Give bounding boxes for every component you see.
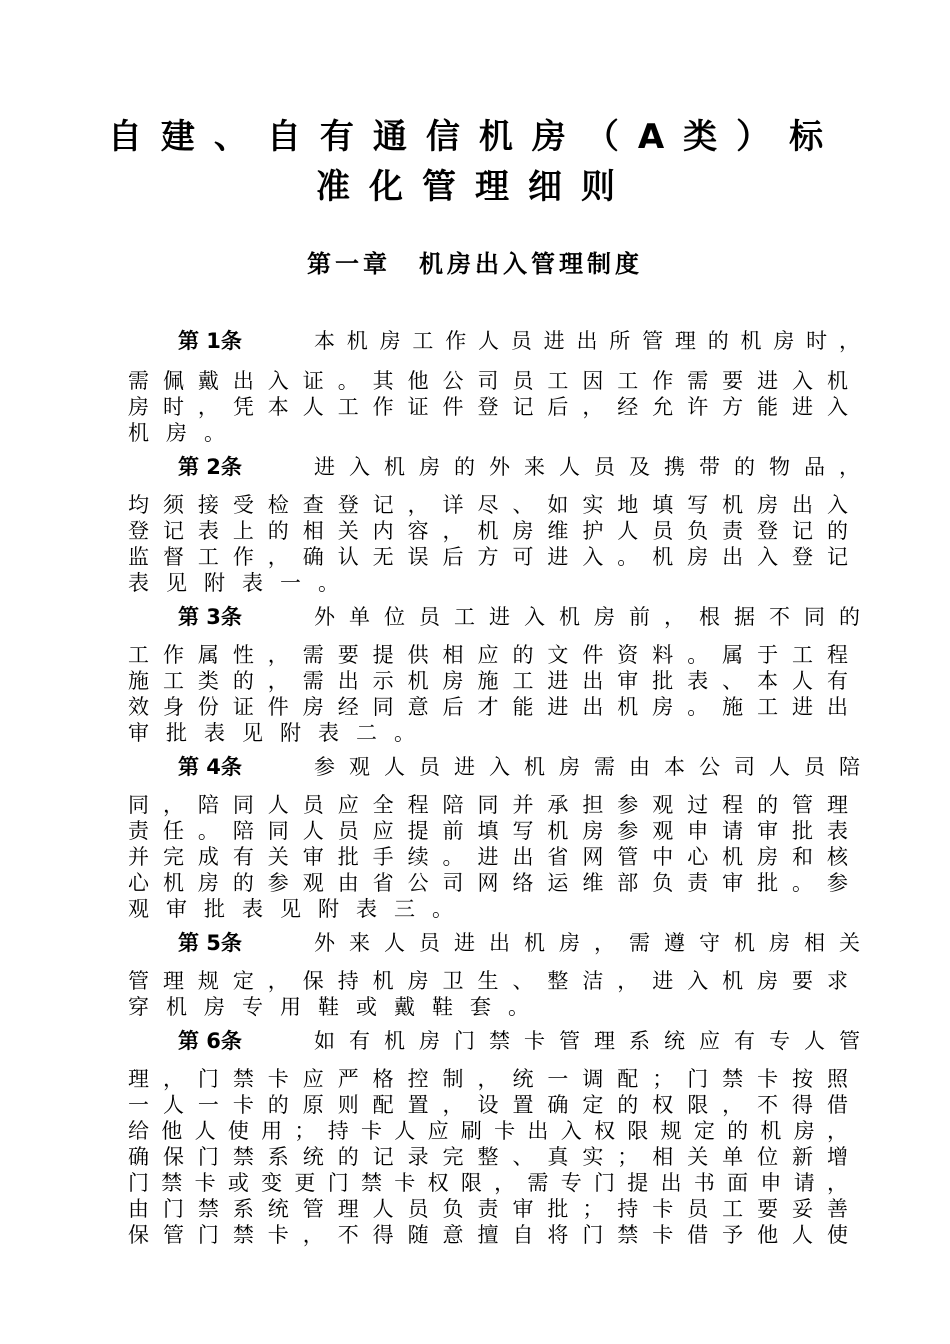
article-text-line: 责任。陪同人员应提前填写机房参观申请审批表 bbox=[128, 819, 848, 843]
article-text-line: 穿机房专用鞋或戴鞋套。 bbox=[128, 995, 546, 1019]
document-title-line2: 准化管理细则 bbox=[316, 167, 634, 207]
article-text-line: 监督工作，确认无误后方可进入。机房出入登记 bbox=[128, 545, 848, 569]
article-heading-line bbox=[178, 328, 860, 354]
article-text-line: 房时，凭本人工作证件登记后，经允许方能进入 bbox=[128, 395, 848, 419]
article-text-line: 心机房的参观由省公司网络运维部负责审批。参 bbox=[128, 871, 848, 895]
article-first-text: 如有机房门禁卡管理系统应有专人管 bbox=[314, 1029, 860, 1053]
article-first-text: 外单位员工进入机房前，根据不同的 bbox=[314, 605, 860, 629]
article-label: 第 4条 bbox=[178, 755, 242, 779]
article-label: 第 1条 bbox=[178, 329, 242, 353]
article-text-line: 效身份证件房经同意后才能进出机房。施工进出 bbox=[128, 695, 848, 719]
article-label: 第 2条 bbox=[178, 455, 242, 479]
article-text-line: 工作属性，需要提供相应的文件资料。属于工程 bbox=[128, 643, 848, 667]
article-first-text: 外来人员进出机房，需遵守机房相关 bbox=[314, 931, 860, 955]
article-label: 第 3条 bbox=[178, 605, 242, 629]
article-label: 第 5条 bbox=[178, 931, 242, 955]
article-text-line: 施工类的，需出示机房施工进出审批表、本人有 bbox=[128, 669, 848, 693]
article-text-line: 由门禁系统管理人员负责审批；持卡员工要妥善 bbox=[128, 1197, 848, 1221]
article-text-line: 给他人使用；持卡人应刷卡出入权限规定的机房， bbox=[128, 1119, 848, 1143]
article-label: 第 6条 bbox=[178, 1029, 242, 1053]
article-text-line: 表见附表一。 bbox=[128, 571, 356, 595]
article-text-line: 审批表见附表二。 bbox=[128, 721, 432, 745]
article-first-text: 进入机房的外来人员及携带的物品， bbox=[314, 455, 860, 479]
article-heading-line bbox=[178, 754, 860, 780]
article-text-line: 保管门禁卡，不得随意擅自将门禁卡借予他人使 bbox=[128, 1223, 848, 1247]
article-text-line: 并完成有关审批手续。进出省网管中心机房和核 bbox=[128, 845, 848, 869]
article-text-line: 均须接受检查登记，详尽、如实地填写机房出入 bbox=[128, 493, 848, 517]
article-heading-line bbox=[178, 454, 860, 480]
article-heading-line bbox=[178, 1028, 860, 1054]
article-heading-line bbox=[178, 604, 860, 630]
article-text-line: 理，门禁卡应严格控制，统一调配；门禁卡按照 bbox=[128, 1067, 848, 1091]
article-text-line: 机房。 bbox=[128, 421, 242, 445]
article-heading-line bbox=[178, 930, 860, 956]
article-first-text: 参观人员进入机房需由本公司人员陪 bbox=[314, 755, 860, 779]
article-text-line: 同，陪同人员应全程陪同并承担参观过程的管理 bbox=[128, 793, 848, 817]
document-title-line1: 自建、自有通信机房（A类）标 bbox=[107, 117, 843, 157]
article-text-line: 一人一卡的原则配置，设置确定的权限，不得借 bbox=[128, 1093, 848, 1117]
article-text-line: 确保门禁系统的记录完整、真实；相关单位新增 bbox=[128, 1145, 848, 1169]
article-first-text: 本机房工作人员进出所管理的机房时， bbox=[314, 329, 860, 353]
article-text-line: 管理规定，保持机房卫生、整洁，进入机房要求 bbox=[128, 969, 848, 993]
article-text-line: 观审批表见附表三。 bbox=[128, 897, 470, 921]
chapter-heading: 第一章 机房出入管理制度 bbox=[307, 250, 643, 278]
article-text-line: 需佩戴出入证。其他公司员工因工作需要进入机 bbox=[128, 369, 848, 393]
article-text-line: 门禁卡或变更门禁卡权限，需专门提出书面申请， bbox=[128, 1171, 848, 1195]
article-text-line: 登记表上的相关内容，机房维护人员负责登记的 bbox=[128, 519, 848, 543]
